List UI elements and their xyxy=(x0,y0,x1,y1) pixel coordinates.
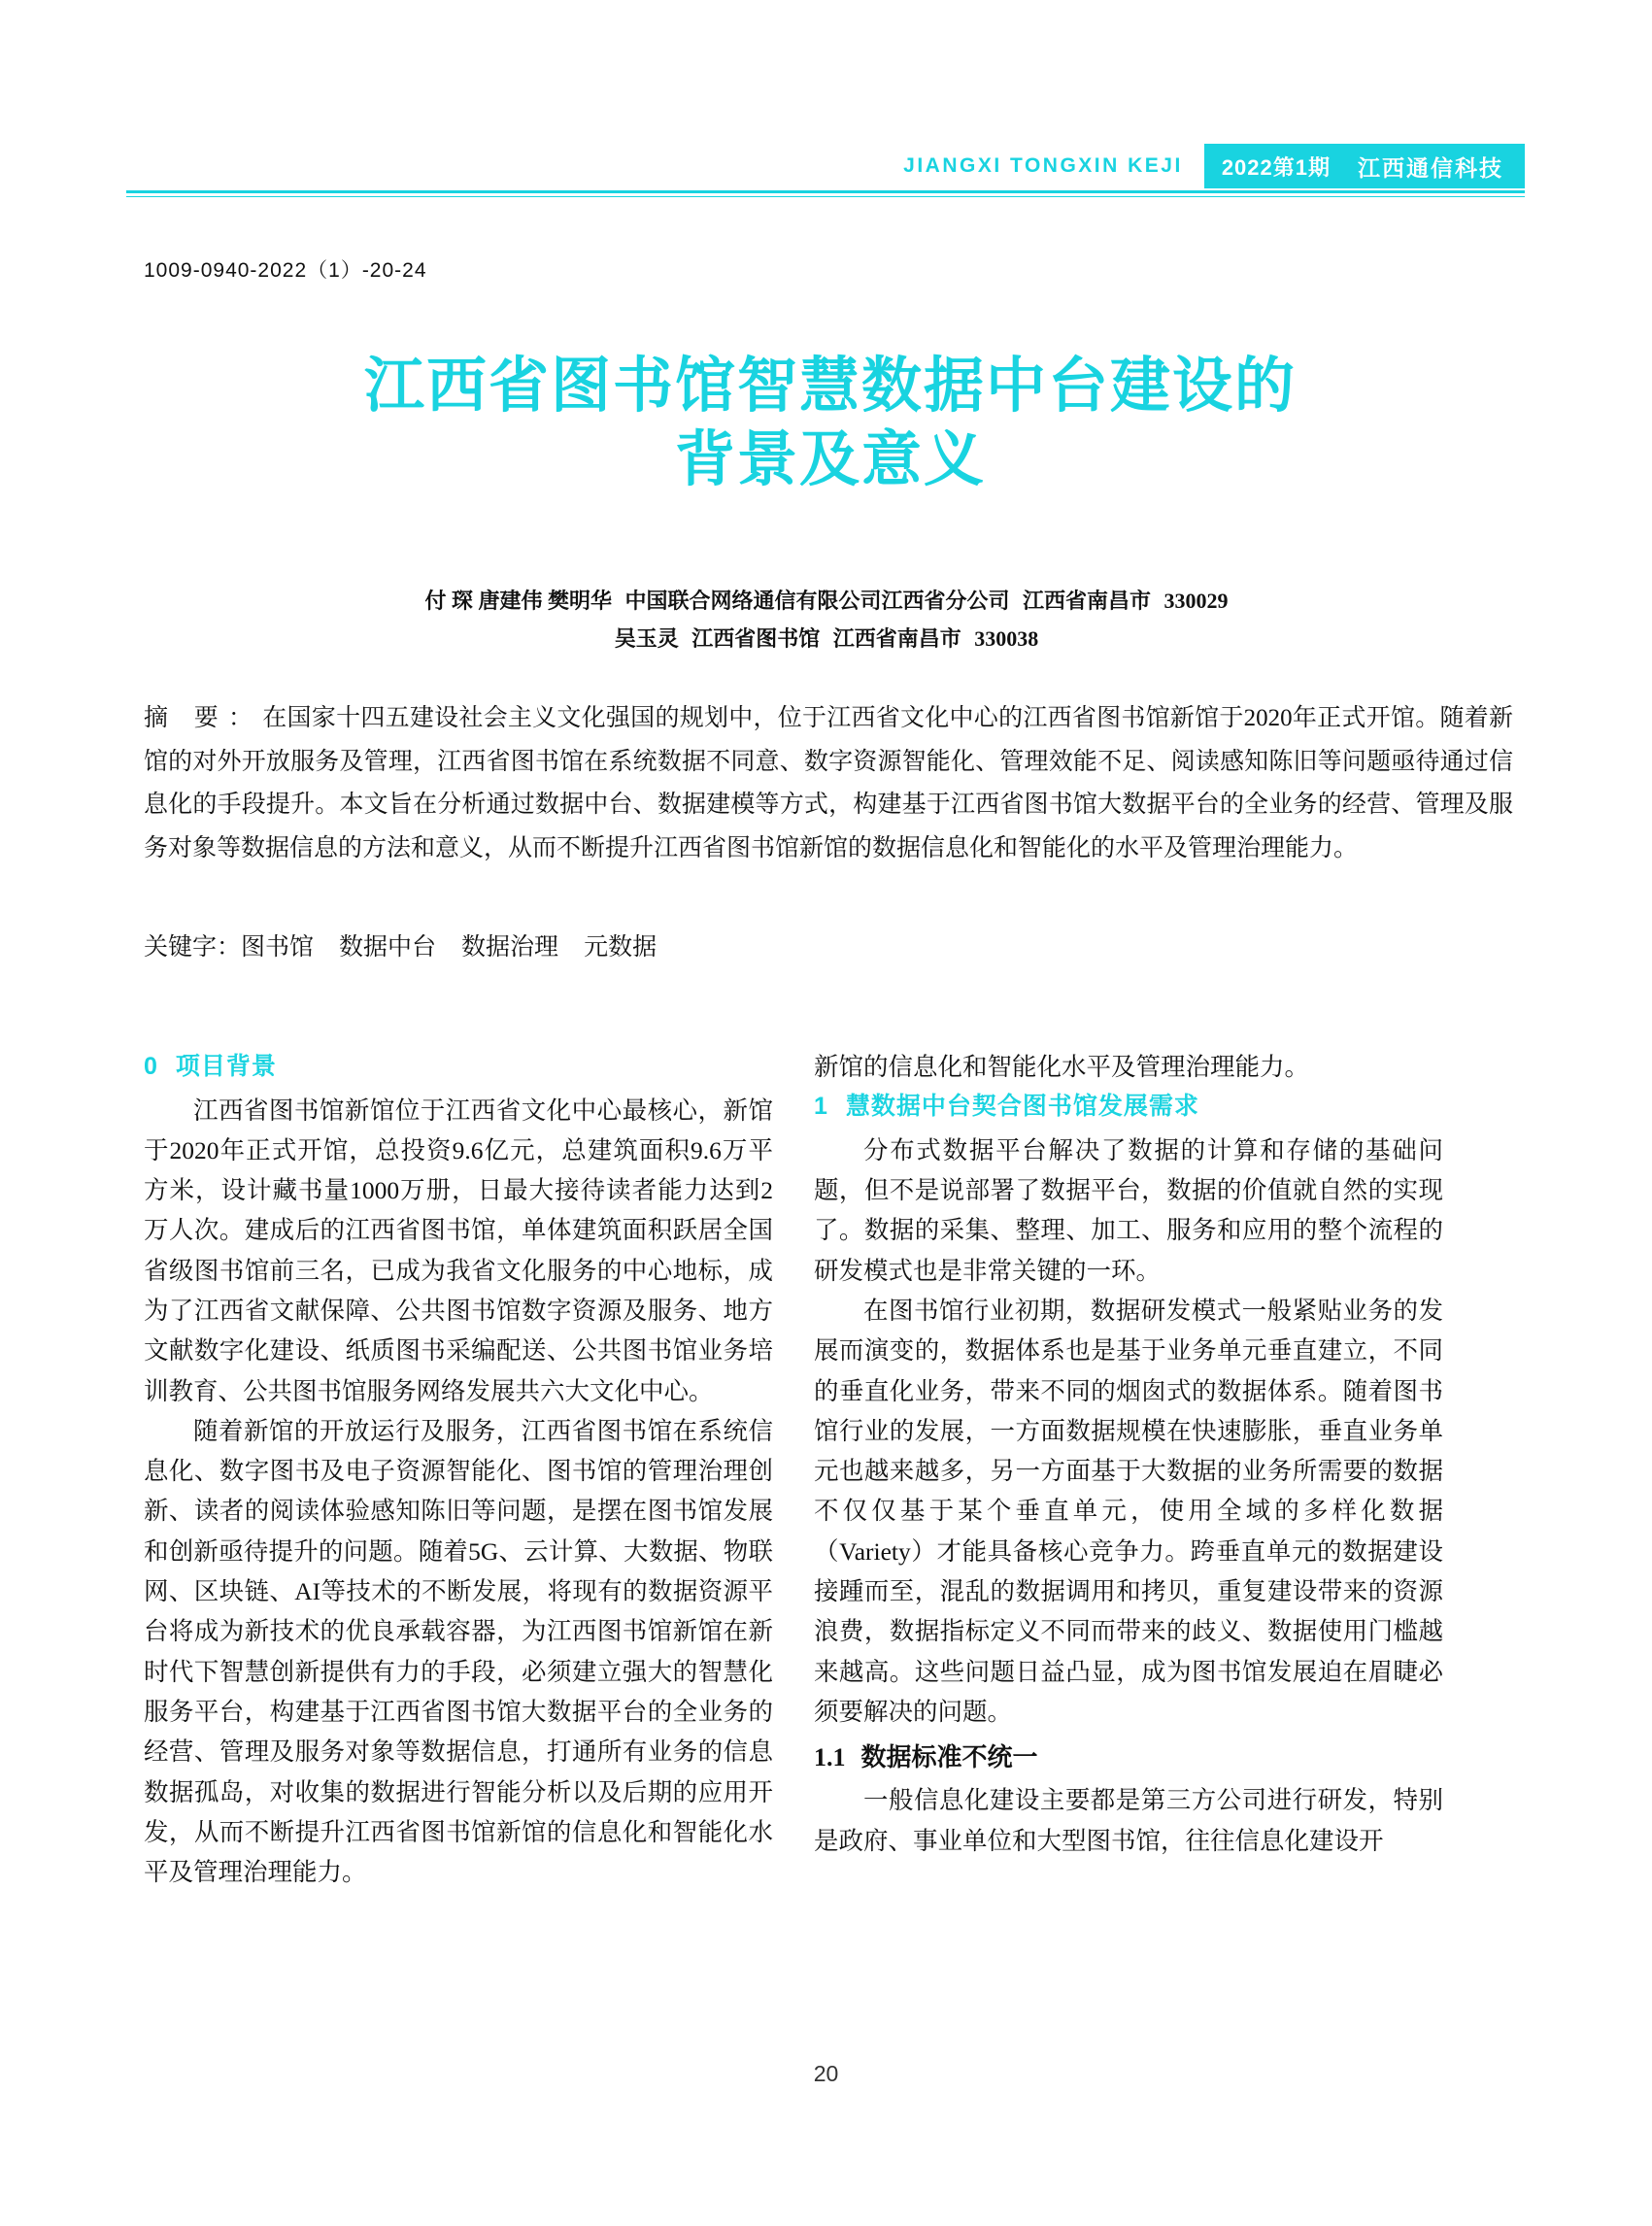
author-city-2: 江西省南昌市 xyxy=(832,625,961,651)
running-header xyxy=(126,144,1525,188)
section-title-0: 项目背景 xyxy=(175,1053,277,1080)
column-left xyxy=(144,1047,773,1892)
author-city-1: 江西省南昌市 xyxy=(1023,589,1152,613)
paragraph: 一般信息化建设主要都是第三方公司进行研发，特别是政府、事业单位和大型图书馆，往往信息化建设开 xyxy=(814,1786,1443,1855)
header-rule xyxy=(126,190,1525,193)
author-names-2: 吴玉灵 xyxy=(614,625,679,651)
author-line-2 xyxy=(155,621,1505,658)
author-affil-1: 中国联合网络通信有限公司江西省分公司 xyxy=(624,589,1010,613)
article-number: 1009-0940-2022（1）-20-24 xyxy=(144,259,427,282)
section-number-0: 0 xyxy=(144,1053,158,1080)
section-heading-1 xyxy=(814,1087,1443,1127)
subsection-heading-1-1 xyxy=(814,1737,1443,1778)
page-title xyxy=(155,350,1505,496)
paragraph: 在图书馆行业初期，数据研发模式一般紧贴业务的发展而演变的，数据体系也是基于业务单元垂直建立，不同的垂直化业务，带来不同的烟囱式的数据体系。随着图书馆行业的发展，一方面数据规模在快速膨胀，垂直业务单元也越来越多，另一方面基于大数据的业务所需要的数据不仅仅基于某个垂直单元，使用全域的多样化数据（Variety）才能具备核心竞争力。跨垂直单元的数据建设接踵而至，混乱的数据调用和拷贝，重复建设带来的资源浪费，数据指标定义不同而带来的歧义、数据使用门槛越来越高。这些问题日益凸显，成为图书馆发展迫在眉睫必须要解决的问题。 xyxy=(814,1296,1443,1726)
section-heading-0 xyxy=(144,1047,773,1087)
header-issue: 2022第1期 xyxy=(1204,144,1348,188)
column-right xyxy=(814,1047,1443,1861)
section-title-1: 慧数据中台契合图书馆发展需求 xyxy=(845,1093,1199,1121)
keyword-item: 元数据 xyxy=(584,934,657,961)
paragraph: 分布式数据平台解决了数据的计算和存储的基础问题，但不是说部署了数据平台，数据的价值就自然的实现了。数据的采集、整理、加工、服务和应用的整个流程的研发模式也是非常关键的一环。 xyxy=(814,1135,1443,1285)
author-affil-2: 江西省图书馆 xyxy=(691,625,821,651)
title-line-1: 江西省图书馆智慧数据中台建设的 xyxy=(363,353,1297,420)
subsection-number-1-1: 1.1 xyxy=(814,1743,846,1772)
author-names-1: 付 琛 唐建伟 樊明华 xyxy=(424,589,612,613)
header-rule-thin xyxy=(126,196,1525,197)
keyword-item: 数据中台 xyxy=(339,934,437,961)
subsection-title-1-1: 数据标准不统一 xyxy=(860,1743,1038,1772)
section-number-1: 1 xyxy=(814,1093,828,1121)
keywords-label: 关键字： xyxy=(144,934,242,961)
abstract-label: 摘 要： xyxy=(144,705,263,731)
header-journal-name: 江西通信科技 xyxy=(1348,144,1525,188)
author-line-1 xyxy=(155,583,1505,621)
author-zip-2: 330038 xyxy=(974,625,1039,651)
header-pinyin: JIANGXI TONGXIN KEJI xyxy=(903,154,1183,177)
page-number: 20 xyxy=(813,2061,839,2086)
authors-block xyxy=(155,583,1505,658)
abstract-text: 在国家十四五建设社会主义文化强国的规划中，位于江西省文化中心的江西省图书馆新馆于2020年正式开馆。随着新馆的对外开放服务及管理，江西省图书馆在系统数据不同意、数字资源智能化、管理效能不足、阅读感知陈旧等问题亟待通过信息化的手段提升。本文旨在分析通过数据中台、数据建模等方式，构建基于江西省图书馆大数据平台的全业务的经营、管理及服务对象等数据信息的方法和意义，从而不断提升江西省图书馆新馆的数据信息化和智能化的水平及管理治理能力。 xyxy=(144,705,1513,861)
abstract xyxy=(144,697,1513,870)
paragraph-continuation: 新馆的信息化和智能化水平及管理治理能力。 xyxy=(814,1053,1310,1081)
keyword-item: 数据治理 xyxy=(461,934,559,961)
keywords xyxy=(144,928,1513,969)
paragraph: 随着新馆的开放运行及服务，江西省图书馆在系统信息化、数字图书及电子资源智能化、图书馆的管理治理创新、读者的阅读体验感知陈旧等问题，是摆在图书馆发展和创新亟待提升的问题。随着5G、云计算、大数据、物联网、区块链、AI等技术的不断发展，将现有的数据资源平台将成为新技术的优良承载容器，为江西图书馆新馆在新时代下智慧创新提供有力的手段，必须建立强大的智慧化服务平台，构建基于江西省图书馆大数据平台的全业务的经营、管理及服务对象等数据信息，打通所有业务的信息数据孤岛，对收集的数据进行智能分析以及后期的应用开发，从而不断提升江西省图书馆新馆的信息化和智能化水平及管理治理能力。 xyxy=(144,1416,773,1887)
paragraph: 江西省图书馆新馆位于江西省文化中心最核心，新馆于2020年正式开馆，总投资9.6亿元，总建筑面积9.6万平方米，设计藏书量1000万册，日最大接待读者能力达到2万人次。建成后的江西省图书馆，单体建筑面积跃居全国省级图书馆前三名，已成为我省文化服务的中心地标，成为了江西省文献保障、公共图书馆数字资源及服务、地方文献数字化建设、纸质图书采编配送、公共图书馆业务培训教育、公共图书馆服务网络发展共六大文化中心。 xyxy=(144,1096,773,1405)
title-line-2: 背景及意义 xyxy=(674,425,986,493)
author-zip-1: 330029 xyxy=(1163,589,1229,613)
keyword-item: 图书馆 xyxy=(241,934,315,961)
